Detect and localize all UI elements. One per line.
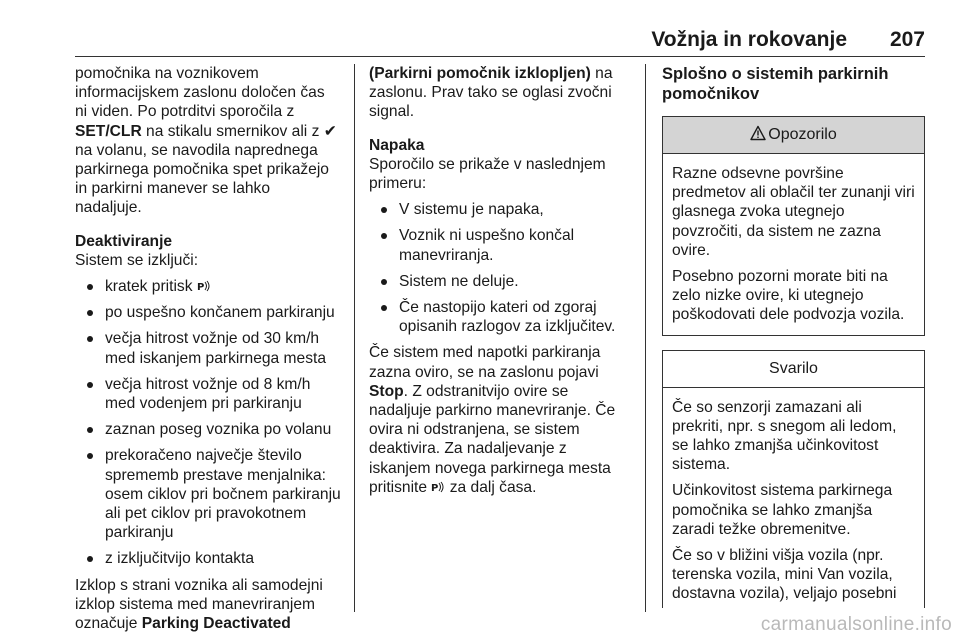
outro-text: Izklop s strani voznika ali samodejni izklop sistema med manevriranjem označuje — [75, 576, 323, 633]
intro-text: na stikalu smernikov ali z — [141, 122, 324, 140]
intro-text: pomočnika na voznikovem informacijskem zaslonu določen čas ni viden. Po potrditvi sporočila z — [75, 65, 325, 121]
list-item: večja hitrost vožnje od 8 km/h med vodenjem pri parkiranju — [75, 375, 341, 413]
svg-text:P: P — [196, 282, 205, 294]
list-item: z izključitvijo kontakta — [75, 549, 341, 568]
column-1 — [75, 64, 341, 633]
list-item: Sistem ne deluje. — [369, 272, 631, 291]
intro-text: na volanu, se navodila naprednega parkirnega pomočnika spet prikažejo in parkirni manever se lahko nadaljuje. — [75, 141, 329, 217]
list-item: zaznan poseg voznika po volanu — [75, 420, 341, 439]
caution-box-header: Svarilo — [663, 351, 924, 388]
park-assist-icon — [197, 279, 211, 293]
checkmark-icon: ✔ — [323, 122, 337, 140]
stop-label: Stop — [369, 382, 404, 400]
list-item-text: kratek pritisk — [105, 278, 197, 296]
list-item: Če nastopijo kateri od zgoraj opisanih razlogov za izključitev. — [369, 298, 631, 336]
obstacle-text: za dalj časa. — [445, 478, 537, 496]
continuation-text: na zaslonu. Prav tako se oglasi zvočni signal. — [369, 65, 613, 121]
set-clr-label: SET/CLR — [75, 122, 142, 140]
warning-title: Opozorilo — [768, 126, 837, 143]
header-rule — [75, 56, 925, 57]
caution-text: Če so senzorji zamazani ali prekriti, npr. s snegom ali ledom, se lahko zmanjša učinkovitost sistema. — [672, 398, 897, 474]
list-item: V sistemu je napaka, — [369, 200, 631, 219]
column-2 — [369, 64, 631, 497]
warning-box-body — [663, 154, 924, 335]
list-item: po uspešno končanem parkiranju — [75, 303, 341, 322]
caution-box — [662, 350, 925, 608]
warning-box — [662, 116, 925, 336]
obstacle-text: Če sistem med napotki parkiranja zazna oviro, se na zaslonu pojavi — [369, 344, 601, 381]
column-divider-2 — [645, 64, 646, 612]
fault-heading: Napaka — [369, 136, 425, 154]
warning-text: Razne odsevne površine predmetov ali oblačil ter zunanji viri glasnega zvoka utegnejo povzročiti, da sistem ne zazna ovire. — [672, 165, 915, 259]
continuation-paragraph — [369, 64, 631, 122]
warning-box-header — [663, 117, 924, 154]
page-title: Vožnja in rokovanje — [651, 28, 847, 51]
svg-text:P: P — [431, 482, 439, 494]
warning-text: Posebno pozorni morate biti na zelo nizke ovire, ki utegnejo poškodovati dele podvozja vozila. — [672, 268, 905, 324]
caution-text: Učinkovitost sistema parkirnega pomočnika se lahko zmanjša zaradi težke obremenitve. — [672, 482, 893, 538]
deactivation-list — [75, 277, 341, 569]
column-divider-1 — [354, 64, 355, 612]
outro-paragraph — [75, 576, 341, 634]
column-3 — [662, 64, 925, 608]
intro-paragraph — [75, 64, 341, 218]
warning-triangle-icon — [750, 125, 766, 141]
section-title: Splošno o sistemih parkirnih pomočnikov — [662, 65, 889, 103]
display-message-label: (Parkirni pomočnik izklopljen) — [369, 65, 591, 82]
park-assist-icon — [431, 480, 445, 494]
list-item: prekoračeno največje število sprememb prestave menjalnika: osem ciklov pri bočnem parkiranju ali pet ciklov pri pravokotnem parkiranju — [75, 446, 341, 542]
obstacle-paragraph — [369, 343, 631, 497]
watermark: carmanualsonline.info — [760, 614, 952, 635]
list-item: Voznik ni uspešno končal manevriranja. — [369, 226, 631, 264]
deactivation-heading: Deaktiviranje — [75, 232, 173, 250]
caution-box-body — [663, 388, 924, 608]
page-header — [75, 22, 925, 56]
deactivation-lead: Sistem se izključi: — [75, 251, 199, 269]
parking-deactivated-label: Parking Deactivated — [141, 615, 291, 633]
list-item — [75, 277, 341, 296]
fault-lead: Sporočilo se prikaže v naslednjem primeru: — [369, 155, 606, 193]
fault-list — [369, 200, 631, 336]
page-number: 207 — [889, 28, 925, 51]
list-item: večja hitrost vožnje od 30 km/h med iskanjem parkirnega mesta — [75, 329, 341, 367]
obstacle-text: . Z odstranitvijo ovire se nadaljuje parkirno manevriranje. Če ovira ni odstranjena, se sistem deaktivira. Za nadaljevanje z iskanjem novega parkirnega mesta pritisnite — [369, 382, 616, 496]
caution-text: Če so v bližini višja vozila (npr. terenska vozila, mini Van vozila, dostavna vozila), veljajo posebni — [672, 547, 897, 603]
